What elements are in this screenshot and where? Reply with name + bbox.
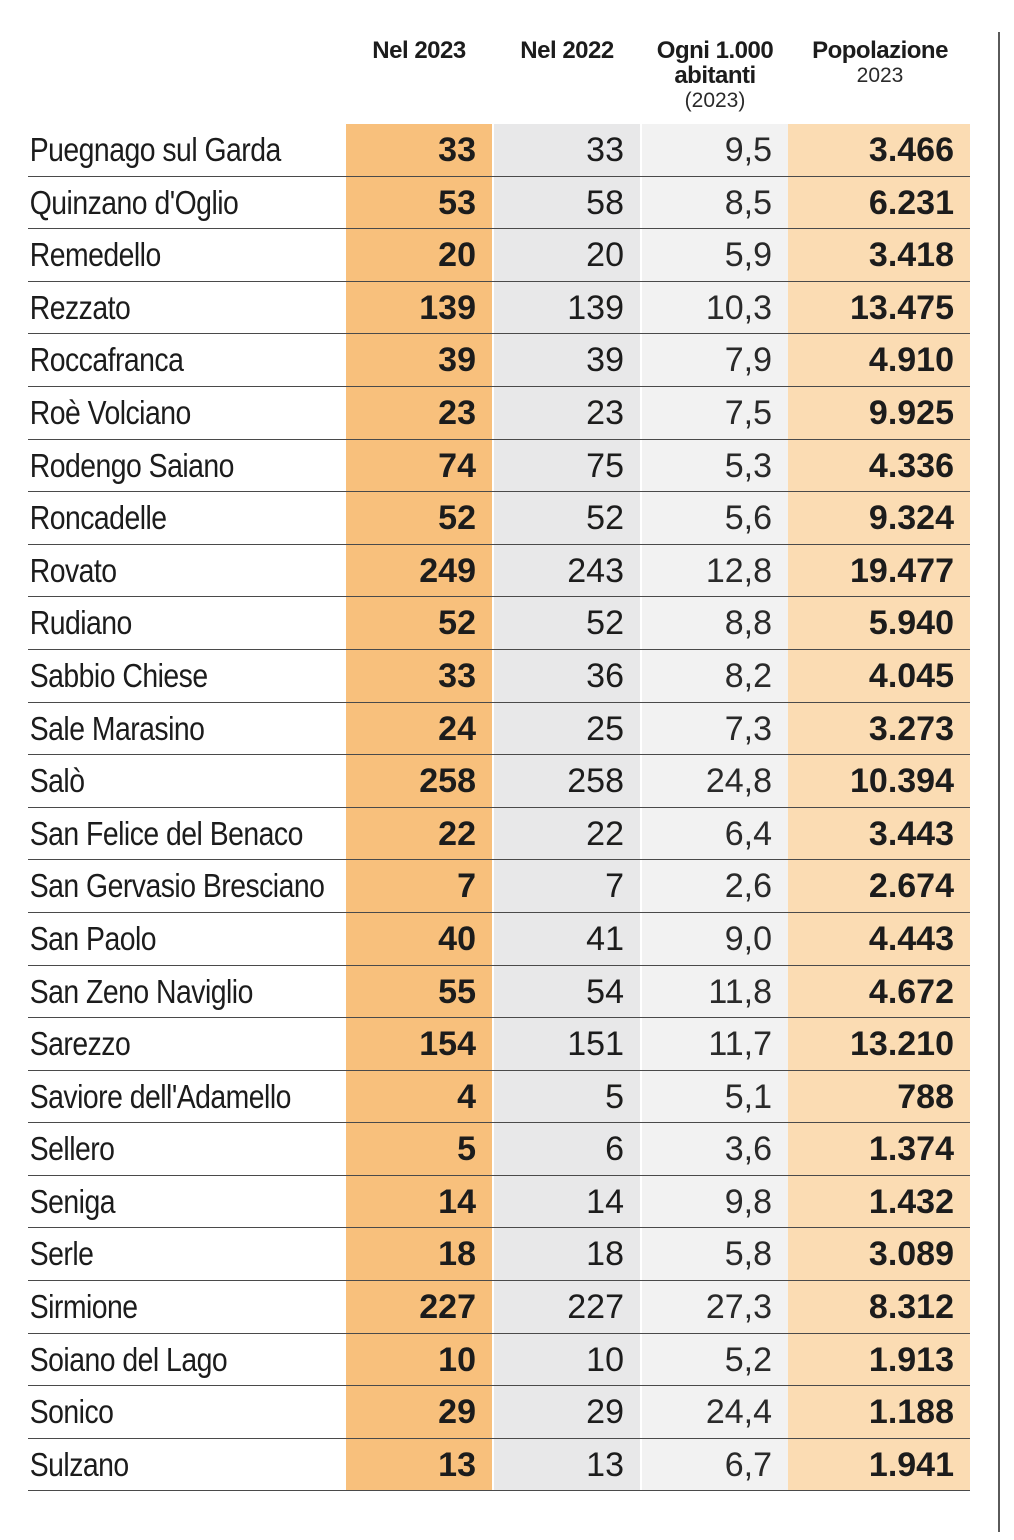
value-popolazione: 4.443 <box>788 913 970 965</box>
municipality-name: Soiano del Lago <box>29 1340 228 1378</box>
value-ogni-1000-abitanti: 5,3 <box>642 440 788 492</box>
municipality-name: Rovato <box>29 551 117 589</box>
table-row <box>28 597 970 650</box>
table-row <box>28 1018 970 1071</box>
value-nel-2023: 24 <box>346 703 492 755</box>
value-popolazione: 13.475 <box>788 282 970 334</box>
municipality-name: Salò <box>29 762 85 800</box>
header-pop-sub: 2023 <box>856 64 904 87</box>
value-popolazione: 2.674 <box>788 860 970 912</box>
value-nel-2022: 36 <box>494 650 640 702</box>
table-row <box>28 1334 970 1387</box>
value-ogni-1000-abitanti: 7,5 <box>642 387 788 439</box>
value-nel-2023: 33 <box>346 124 492 176</box>
table-row <box>28 492 970 545</box>
value-nel-2022: 18 <box>494 1228 640 1280</box>
value-ogni-1000-abitanti: 12,8 <box>642 545 788 597</box>
table-row <box>28 860 970 913</box>
value-popolazione: 1.432 <box>788 1176 970 1228</box>
value-nel-2023: 74 <box>346 440 492 492</box>
value-nel-2022: 29 <box>494 1386 640 1438</box>
value-nel-2022: 5 <box>494 1071 640 1123</box>
value-popolazione: 4.336 <box>788 440 970 492</box>
value-ogni-1000-abitanti: 2,6 <box>642 860 788 912</box>
value-popolazione: 3.466 <box>788 124 970 176</box>
table-header <box>0 38 1014 126</box>
value-ogni-1000-abitanti: 3,6 <box>642 1123 788 1175</box>
value-popolazione: 3.418 <box>788 229 970 281</box>
value-popolazione: 9.324 <box>788 492 970 544</box>
header-nel-2022-label: Nel 2022 <box>520 37 614 64</box>
value-nel-2022: 151 <box>494 1018 640 1070</box>
table-row <box>28 229 970 282</box>
municipality-name: Serle <box>29 1235 94 1273</box>
table-row <box>28 387 970 440</box>
value-nel-2023: 29 <box>346 1386 492 1438</box>
table-row <box>28 755 970 808</box>
value-nel-2022: 33 <box>494 124 640 176</box>
value-ogni-1000-abitanti: 10,3 <box>642 282 788 334</box>
table-row <box>28 1071 970 1124</box>
value-ogni-1000-abitanti: 9,5 <box>642 124 788 176</box>
value-nel-2023: 52 <box>346 597 492 649</box>
value-nel-2023: 18 <box>346 1228 492 1280</box>
value-nel-2023: 55 <box>346 966 492 1018</box>
value-nel-2023: 23 <box>346 387 492 439</box>
header-nel-2022 <box>494 38 640 63</box>
value-popolazione: 1.188 <box>788 1386 970 1438</box>
table-row <box>28 1386 970 1439</box>
header-ogni-1000-abitanti <box>642 38 788 113</box>
table-row <box>28 913 970 966</box>
header-nel-2023 <box>346 38 492 63</box>
municipality-name: Sarezzo <box>29 1025 131 1063</box>
value-popolazione: 3.273 <box>788 703 970 755</box>
value-popolazione: 4.045 <box>788 650 970 702</box>
value-nel-2022: 258 <box>494 755 640 807</box>
municipality-name: Sonico <box>29 1393 114 1431</box>
value-nel-2022: 41 <box>494 913 640 965</box>
value-nel-2022: 75 <box>494 440 640 492</box>
value-ogni-1000-abitanti: 9,8 <box>642 1176 788 1228</box>
value-ogni-1000-abitanti: 5,8 <box>642 1228 788 1280</box>
municipality-name: Rudiano <box>29 604 132 642</box>
value-nel-2023: 154 <box>346 1018 492 1070</box>
municipality-name: San Zeno Naviglio <box>29 972 253 1010</box>
value-popolazione: 1.374 <box>788 1123 970 1175</box>
value-popolazione: 4.672 <box>788 966 970 1018</box>
table-row <box>28 1228 970 1281</box>
value-nel-2023: 53 <box>346 177 492 229</box>
municipality-name: Sulzano <box>29 1445 129 1483</box>
value-nel-2022: 243 <box>494 545 640 597</box>
value-nel-2022: 6 <box>494 1123 640 1175</box>
value-ogni-1000-abitanti: 8,2 <box>642 650 788 702</box>
value-popolazione: 10.394 <box>788 755 970 807</box>
value-nel-2023: 22 <box>346 808 492 860</box>
municipality-name: Roncadelle <box>29 499 167 537</box>
value-ogni-1000-abitanti: 8,8 <box>642 597 788 649</box>
value-nel-2022: 52 <box>494 597 640 649</box>
value-nel-2023: 14 <box>346 1176 492 1228</box>
value-popolazione: 6.231 <box>788 177 970 229</box>
value-nel-2022: 54 <box>494 966 640 1018</box>
value-nel-2023: 139 <box>346 282 492 334</box>
municipality-name: San Paolo <box>29 919 157 957</box>
header-pop-label: Popolazione <box>812 37 948 64</box>
municipality-name: Puegnago sul Garda <box>29 131 281 168</box>
value-nel-2022: 139 <box>494 282 640 334</box>
value-nel-2022: 14 <box>494 1176 640 1228</box>
header-rate-sub: (2023) <box>684 89 746 112</box>
value-nel-2022: 23 <box>494 387 640 439</box>
value-ogni-1000-abitanti: 8,5 <box>642 177 788 229</box>
value-ogni-1000-abitanti: 7,9 <box>642 334 788 386</box>
value-ogni-1000-abitanti: 9,0 <box>642 913 788 965</box>
value-popolazione: 13.210 <box>788 1018 970 1070</box>
value-ogni-1000-abitanti: 24,4 <box>642 1386 788 1438</box>
value-ogni-1000-abitanti: 11,8 <box>642 966 788 1018</box>
municipality-name: Roccafranca <box>29 341 184 379</box>
value-ogni-1000-abitanti: 11,7 <box>642 1018 788 1070</box>
table-row <box>28 703 970 756</box>
header-rate-line1: Ogni 1.000 <box>656 37 774 64</box>
table-row <box>28 650 970 703</box>
value-popolazione: 788 <box>788 1071 970 1123</box>
value-nel-2022: 20 <box>494 229 640 281</box>
header-rate-line2: abitanti <box>674 62 756 89</box>
value-popolazione: 19.477 <box>788 545 970 597</box>
value-ogni-1000-abitanti: 5,2 <box>642 1334 788 1386</box>
value-ogni-1000-abitanti: 5,9 <box>642 229 788 281</box>
right-divider-line <box>998 32 1000 1532</box>
value-nel-2023: 227 <box>346 1281 492 1333</box>
value-ogni-1000-abitanti: 27,3 <box>642 1281 788 1333</box>
municipality-name: Rodengo Saiano <box>29 446 234 484</box>
value-nel-2022: 25 <box>494 703 640 755</box>
value-popolazione: 3.089 <box>788 1228 970 1280</box>
table-row <box>28 177 970 230</box>
municipality-name: San Gervasio Bresciano <box>29 867 325 905</box>
municipality-name: Sale Marasino <box>29 709 205 747</box>
data-table <box>28 124 970 1491</box>
value-nel-2022: 10 <box>494 1334 640 1386</box>
value-nel-2022: 39 <box>494 334 640 386</box>
value-popolazione: 8.312 <box>788 1281 970 1333</box>
value-nel-2023: 20 <box>346 229 492 281</box>
value-nel-2023: 13 <box>346 1439 492 1491</box>
value-nel-2022: 227 <box>494 1281 640 1333</box>
value-ogni-1000-abitanti: 5,6 <box>642 492 788 544</box>
table-row <box>28 282 970 335</box>
municipality-name: Quinzano d'Oglio <box>29 183 239 221</box>
municipality-name: Saviore dell'Adamello <box>29 1077 291 1115</box>
value-nel-2023: 7 <box>346 860 492 912</box>
value-popolazione: 9.925 <box>788 387 970 439</box>
municipality-name: Sabbio Chiese <box>29 656 208 694</box>
value-nel-2022: 52 <box>494 492 640 544</box>
table-row <box>28 808 970 861</box>
table-row <box>28 1176 970 1229</box>
value-nel-2022: 58 <box>494 177 640 229</box>
value-popolazione: 5.940 <box>788 597 970 649</box>
value-ogni-1000-abitanti: 5,1 <box>642 1071 788 1123</box>
table-row <box>28 1439 970 1492</box>
value-ogni-1000-abitanti: 6,7 <box>642 1439 788 1491</box>
value-popolazione: 1.941 <box>788 1439 970 1491</box>
table-row <box>28 1281 970 1334</box>
municipality-name: Roè Volciano <box>29 393 191 431</box>
value-popolazione: 1.913 <box>788 1334 970 1386</box>
value-nel-2023: 33 <box>346 650 492 702</box>
table-row <box>28 124 970 177</box>
municipality-name: Seniga <box>29 1182 115 1220</box>
header-nel-2023-label: Nel 2023 <box>372 37 466 64</box>
header-popolazione <box>790 38 970 88</box>
value-nel-2023: 258 <box>346 755 492 807</box>
value-nel-2023: 39 <box>346 334 492 386</box>
value-popolazione: 3.443 <box>788 808 970 860</box>
value-nel-2023: 5 <box>346 1123 492 1175</box>
municipality-name: Sellero <box>29 1130 115 1168</box>
municipality-name: Rezzato <box>29 288 131 326</box>
municipality-name: San Felice del Benaco <box>29 814 303 852</box>
value-ogni-1000-abitanti: 7,3 <box>642 703 788 755</box>
table-row <box>28 334 970 387</box>
table-row <box>28 545 970 598</box>
value-ogni-1000-abitanti: 24,8 <box>642 755 788 807</box>
value-nel-2023: 10 <box>346 1334 492 1386</box>
table-row <box>28 966 970 1019</box>
value-nel-2022: 22 <box>494 808 640 860</box>
table-row <box>28 1123 970 1176</box>
value-popolazione: 4.910 <box>788 334 970 386</box>
municipality-name: Remedello <box>29 236 161 274</box>
value-nel-2023: 4 <box>346 1071 492 1123</box>
table-row <box>28 440 970 493</box>
municipality-name: Sirmione <box>29 1288 138 1326</box>
value-nel-2023: 40 <box>346 913 492 965</box>
value-ogni-1000-abitanti: 6,4 <box>642 808 788 860</box>
value-nel-2022: 13 <box>494 1439 640 1491</box>
value-nel-2023: 52 <box>346 492 492 544</box>
value-nel-2022: 7 <box>494 860 640 912</box>
value-nel-2023: 249 <box>346 545 492 597</box>
